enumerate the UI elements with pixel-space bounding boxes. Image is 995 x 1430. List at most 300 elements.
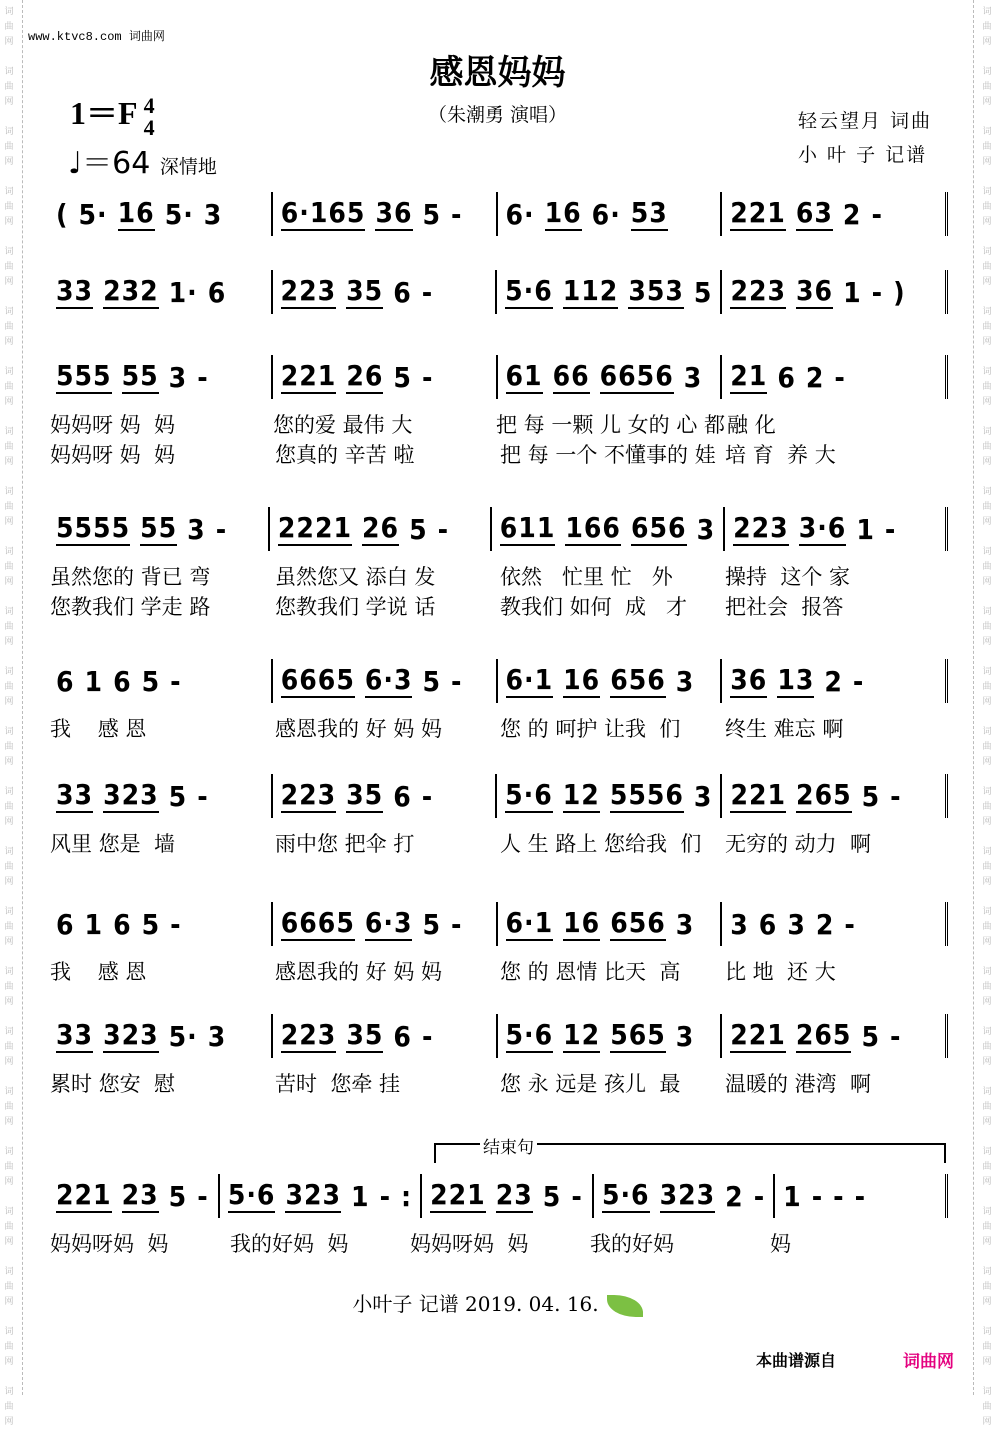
watermark: 词 曲 网 <box>982 1387 992 1427</box>
note-group: 265 <box>795 1018 852 1051</box>
watermark: 词 曲 网 <box>4 247 14 287</box>
watermark: 词 曲 网 <box>4 1087 14 1127</box>
note-group: - <box>852 664 865 698</box>
note-group: 3 <box>675 664 695 698</box>
note-group: 6 <box>393 275 412 309</box>
note-group: 223 <box>280 1018 337 1051</box>
transcriber: 小 叶 子 记谱 <box>798 144 928 166</box>
lyric-segment: 您教我们 学走 路 <box>50 595 211 619</box>
watermark: 词 曲 网 <box>4 1267 14 1307</box>
lyric-segment: 妈妈呀妈 妈 <box>410 1232 529 1256</box>
score-row <box>48 270 948 314</box>
note-group: 5·6 <box>227 1178 276 1211</box>
watermark: 词 曲 网 <box>982 727 992 767</box>
watermark: 词 曲 网 <box>982 7 992 47</box>
note-group: - <box>437 512 450 546</box>
notes-line <box>48 355 948 399</box>
lyric-segment: 妈 <box>770 1232 791 1256</box>
notes-line <box>48 192 948 236</box>
note-group: 5 <box>422 664 442 698</box>
measure <box>498 659 723 703</box>
measure <box>498 1014 723 1058</box>
measure <box>722 1014 948 1058</box>
note-group: 1 <box>783 1179 802 1213</box>
note-group: - <box>834 360 846 394</box>
note-group: - <box>871 275 884 309</box>
lyric-segment: 您 的 呵护 让我 们 <box>500 717 681 741</box>
lyrics-line <box>48 828 948 858</box>
lyric-segment: 我的好妈 妈 <box>230 1232 349 1256</box>
note-group: : <box>401 1179 413 1213</box>
note-group: - <box>170 907 182 941</box>
note-group: 33 <box>56 274 94 307</box>
note-group: 223 <box>730 274 787 307</box>
watermark: 词 曲 网 <box>982 67 992 107</box>
note-group: 323 <box>285 1178 342 1211</box>
score-row <box>48 659 948 743</box>
note-group: 23 <box>495 1178 533 1211</box>
note-group: 323 <box>659 1178 716 1211</box>
note-group: 5 <box>168 779 188 813</box>
measure <box>48 1014 273 1058</box>
watermark: 词 曲 网 <box>982 967 992 1007</box>
measure <box>48 659 273 703</box>
note-group: 5 <box>861 779 881 813</box>
note-group: 2 <box>725 1179 744 1213</box>
lyric-segment: 妈妈呀 妈 妈 <box>50 443 176 467</box>
note-group: - <box>451 664 463 698</box>
note-group: 36 <box>375 196 413 229</box>
note-group: 5 <box>409 512 428 546</box>
measure <box>273 774 498 818</box>
measure <box>722 270 948 314</box>
note-group: 5·6 <box>505 778 553 811</box>
notes-line <box>48 902 948 946</box>
watermark: 词 曲 网 <box>982 787 992 827</box>
lyrics-line <box>48 713 948 743</box>
watermark: 词 曲 网 <box>4 1147 14 1187</box>
lyric-segment: 雨中您 把伞 打 <box>275 832 415 856</box>
note-group: 12 <box>562 778 600 811</box>
watermark: 词 曲 网 <box>982 127 992 167</box>
measure <box>422 1174 594 1218</box>
measure <box>492 507 725 551</box>
lyric-segment: 风里 您是 墙 <box>50 832 176 856</box>
note-group: 5 <box>422 907 442 941</box>
note-group: 3 <box>730 907 749 941</box>
note-group: 6 <box>56 664 75 698</box>
note-group: 53 <box>630 196 668 229</box>
note-group: - <box>811 1179 824 1213</box>
ending-bracket: 结束句 <box>434 1143 946 1163</box>
note-group: 166 <box>565 511 621 544</box>
note-group: 5 <box>693 275 713 309</box>
score-row <box>48 355 948 469</box>
watermark: 词 曲 网 <box>982 307 992 347</box>
note-group: 6 <box>777 360 796 394</box>
watermark: 词 曲 网 <box>982 1087 992 1127</box>
note-group: 656 <box>630 511 687 544</box>
note-group: 5555 <box>56 511 131 544</box>
note-group: 3·6 <box>798 511 847 544</box>
note-group: 6·1 <box>505 663 554 696</box>
lyric-segment: 无穷的 动力 啊 <box>725 832 872 856</box>
note-group: - <box>215 512 228 546</box>
note-group: 6 <box>393 1019 412 1053</box>
note-group: 221 <box>730 778 787 811</box>
note-group: 555 <box>56 359 112 392</box>
note-group: 1 <box>856 512 875 546</box>
note-group: 55 <box>140 511 178 544</box>
note-group: 5 <box>542 1179 562 1213</box>
note-group: 3 <box>168 360 188 394</box>
watermark: 词 曲 网 <box>4 787 14 827</box>
note-group: - <box>890 779 902 813</box>
lyric-segment: 比 地 还 大 <box>725 960 836 984</box>
note-group: 323 <box>103 778 159 811</box>
lyric-segment: 虽然您的 背已 弯 <box>50 565 211 589</box>
song-title: 感恩妈妈 <box>429 53 566 93</box>
note-group: 5 <box>422 197 442 231</box>
note-group: 2 <box>842 197 862 231</box>
watermark: 词 曲 网 <box>982 547 992 587</box>
watermark: 词 曲 网 <box>4 607 14 647</box>
note-group: 3 <box>187 512 206 546</box>
measure <box>725 507 948 551</box>
note-group: 1· <box>168 275 198 309</box>
note-group: 5· <box>78 197 108 231</box>
note-group: 6·165 <box>280 196 366 229</box>
note-group: 112 <box>562 274 619 307</box>
lyrics-line <box>48 956 948 986</box>
note-group: 221 <box>730 1018 786 1051</box>
note-group: 3 <box>675 1019 695 1053</box>
key-signature: 1＝F 4 4 <box>70 92 155 140</box>
note-group: - <box>854 1179 867 1213</box>
note-group: 66 <box>552 359 590 392</box>
note-group: 36 <box>730 663 768 696</box>
note-group: - <box>421 275 434 309</box>
score-row <box>48 192 948 236</box>
note-group: - <box>197 779 209 813</box>
note-group: 3 <box>787 907 806 941</box>
lyric-segment: 您真的 辛苦 啦 <box>275 443 415 467</box>
watermark: 词 曲 网 <box>982 1267 992 1307</box>
lyrics-line <box>48 439 948 469</box>
lyric-segment: 操持 这个 家 <box>725 565 851 589</box>
notes-line <box>48 507 948 551</box>
expression: 深情地 <box>159 156 217 178</box>
note-group: 323 <box>103 1018 159 1051</box>
source-label: 本曲谱源自 <box>756 1351 837 1370</box>
measure <box>48 902 273 946</box>
note-group: 5· <box>168 1019 198 1053</box>
score-row <box>48 1014 948 1098</box>
lyric-segment: 您的爱 最伟 大 <box>272 413 413 437</box>
note-group: - <box>833 1179 845 1213</box>
note-group: - <box>421 1019 434 1053</box>
lyric-segment: 把社会 报答 <box>725 595 844 619</box>
note-group: 12 <box>563 1018 601 1051</box>
note-group: 265 <box>796 778 852 811</box>
watermark: 词 曲 网 <box>4 1027 14 1067</box>
note-group: 33 <box>56 778 94 811</box>
measure <box>722 774 948 818</box>
watermark: 词 曲 网 <box>4 127 14 167</box>
note-group: - <box>884 512 897 546</box>
note-group: 33 <box>56 1018 94 1051</box>
note-group: 6·3 <box>364 663 413 696</box>
note-group: 6 <box>393 779 412 813</box>
lyric-segment: 我的好妈 <box>590 1232 674 1256</box>
leaf-icon <box>607 1295 643 1317</box>
measure <box>498 355 723 399</box>
note-group: 6656 <box>599 359 674 392</box>
watermark: 词 曲 网 <box>982 247 992 287</box>
note-group: 55 <box>121 359 159 392</box>
watermark: 词 曲 网 <box>982 1147 992 1187</box>
note-group: 223 <box>280 778 337 811</box>
watermark: 词 曲 网 <box>4 967 14 1007</box>
score-row <box>48 902 948 986</box>
measure <box>273 192 498 236</box>
watermark: 词 曲 网 <box>982 427 992 467</box>
lyric-segment: 把 每 一个 不懂事的 娃 <box>500 443 716 467</box>
note-group: 3 <box>696 512 716 546</box>
note-group: 6665 <box>280 906 355 939</box>
note-group: 6·3 <box>364 906 413 939</box>
note-group: 1 <box>351 1179 370 1213</box>
measure <box>594 1174 775 1218</box>
lyric-segment: 累时 您安 慰 <box>50 1072 176 1096</box>
note-group: 61 <box>505 359 543 392</box>
measure <box>48 192 273 236</box>
lyrics-line <box>48 1228 948 1258</box>
tempo: ♩＝64 深情地 <box>68 146 217 181</box>
watermark: 词 曲 网 <box>982 1207 992 1247</box>
note-group: - <box>197 1179 209 1213</box>
watermark: 词 曲 网 <box>982 487 992 527</box>
note-group: 5· <box>164 197 194 231</box>
note-group: 223 <box>280 274 337 307</box>
note-group: 565 <box>610 1018 666 1051</box>
note-group: 5 <box>141 907 161 941</box>
measure <box>498 192 723 236</box>
footer: 小叶子 记谱 2019. 04. 16. <box>0 1288 995 1317</box>
watermark: 词 曲 网 <box>982 367 992 407</box>
lyric-segment: 您教我们 学说 话 <box>275 595 436 619</box>
measure <box>498 902 723 946</box>
left-margin-line <box>22 0 23 1395</box>
score-row <box>48 1174 948 1258</box>
note-group: 223 <box>733 511 789 544</box>
note-group: 35 <box>346 778 384 811</box>
note-group: - <box>753 1179 766 1213</box>
measure <box>497 774 722 818</box>
lyric-segment: 虽然您又 添白 发 <box>275 565 436 589</box>
watermark: 词 曲 网 <box>4 667 14 707</box>
note-group: 221 <box>280 359 337 392</box>
watermark: 词 曲 网 <box>982 607 992 647</box>
note-group: 5 <box>861 1019 880 1053</box>
lyric-segment: 感恩我的 好 妈 妈 <box>275 717 443 741</box>
note-group: - <box>871 197 883 231</box>
note-group: 16 <box>563 906 601 939</box>
lyric-segment: 苦时 您牵 挂 <box>275 1072 401 1096</box>
note-group: - <box>844 907 856 941</box>
measure <box>273 1014 498 1058</box>
note-group: 2 <box>824 664 843 698</box>
site-url[interactable]: www.ktvc8.com 词曲网 <box>28 30 165 44</box>
note-group: 2 <box>815 907 835 941</box>
notes-line <box>48 1174 948 1218</box>
measure <box>722 192 948 236</box>
note-group: 221 <box>430 1178 486 1211</box>
note-group: 26 <box>346 359 384 392</box>
lyric-segment: 依然 忙里 忙 外 <box>500 565 673 589</box>
watermark: 词 曲 网 <box>4 487 14 527</box>
note-group: 2 <box>805 360 825 394</box>
note-group: 16 <box>544 196 582 229</box>
measure <box>48 1174 220 1218</box>
score-row <box>48 507 948 621</box>
note-group: ( <box>56 197 69 231</box>
watermark: 词 曲 网 <box>4 907 14 947</box>
watermark: 词 曲 网 <box>4 547 14 587</box>
measure <box>497 270 722 314</box>
lyric-segment: 融 化 <box>727 413 776 437</box>
measure <box>775 1174 948 1218</box>
lyrics-line <box>48 561 948 591</box>
note-group: - <box>197 360 209 394</box>
note-group: - <box>889 1019 902 1053</box>
watermark: 词 曲 网 <box>4 187 14 227</box>
lyrics-line <box>48 409 948 439</box>
note-group: 6 <box>113 664 132 698</box>
measure <box>722 902 948 946</box>
note-group: 5·6 <box>601 1178 650 1211</box>
note-group: 5 <box>168 1179 188 1213</box>
lyric-segment: 把 每 一颗 儿 女的 心 都 <box>495 413 726 437</box>
watermark: 词 曲 网 <box>4 1327 14 1367</box>
measure <box>48 774 273 818</box>
note-group: 26 <box>362 511 400 544</box>
lyric-segment: 培 育 养 大 <box>725 443 836 467</box>
lyric-segment: 妈妈呀妈 妈 <box>50 1232 169 1256</box>
lyric-segment: 您 永 远是 孩儿 最 <box>500 1072 681 1096</box>
note-group: 16 <box>563 663 601 696</box>
lyric-segment: 我 感 恩 <box>50 960 147 984</box>
measure <box>273 902 498 946</box>
lyrics-line <box>48 591 948 621</box>
watermark: 词 曲 网 <box>4 367 14 407</box>
watermark: 词 曲 网 <box>982 1327 992 1367</box>
measure <box>48 270 273 314</box>
measure <box>220 1174 422 1218</box>
measure <box>273 270 498 314</box>
lyric-segment: 温暖的 港湾 啊 <box>725 1072 872 1096</box>
note-group: 3 <box>207 1019 227 1053</box>
note-group: 6 <box>56 907 75 941</box>
lyrics-line <box>48 1068 948 1098</box>
watermark: 词 曲 网 <box>4 7 14 47</box>
note-group: 656 <box>610 663 666 696</box>
note-group: 5 <box>393 360 412 394</box>
lyric-segment: 感恩我的 好 妈 妈 <box>275 960 443 984</box>
time-signature: 4 4 <box>143 92 155 140</box>
watermark: 词 曲 网 <box>4 1387 14 1427</box>
note-group: 5556 <box>609 778 684 811</box>
note-group: 6· <box>505 197 535 231</box>
score-row <box>48 774 948 858</box>
lyric-segment: 我 感 恩 <box>50 717 147 741</box>
lyric-segment: 妈妈呀 妈 妈 <box>50 413 176 437</box>
brand-link[interactable]: 词曲网 <box>903 1352 954 1372</box>
watermark: 词 曲 网 <box>982 847 992 887</box>
note-group: 6665 <box>280 663 355 696</box>
watermark: 词 曲 网 <box>4 1207 14 1247</box>
watermark: 词 曲 网 <box>4 307 14 347</box>
notes-line <box>48 270 948 314</box>
watermark: 词 曲 网 <box>982 907 992 947</box>
lyric-segment: 人 生 路上 您给我 们 <box>500 832 702 856</box>
notes-line <box>48 774 948 818</box>
measure <box>273 659 498 703</box>
notes-line <box>48 659 948 703</box>
measure <box>270 507 492 551</box>
note-group: 3 <box>675 907 695 941</box>
note-group: 2221 <box>277 511 352 544</box>
watermark: 词 曲 网 <box>4 727 14 767</box>
note-group: 23 <box>121 1178 159 1211</box>
note-group: 5 <box>141 664 161 698</box>
lyricist: 轻云望月 词曲 <box>798 110 933 132</box>
note-group: ) <box>893 275 906 309</box>
note-group: - <box>170 664 182 698</box>
note-group: 5·6 <box>505 274 553 307</box>
note-group: 1 <box>843 275 862 309</box>
watermark: 词 曲 网 <box>982 1027 992 1067</box>
note-group: 16 <box>117 196 155 229</box>
measure <box>273 355 498 399</box>
note-group: - <box>451 197 463 231</box>
measure <box>48 355 273 399</box>
note-group: 1 <box>84 907 104 941</box>
note-group: 611 <box>499 511 556 544</box>
note-group: 6 <box>207 275 227 309</box>
watermark: 词 曲 网 <box>4 427 14 467</box>
note-group: 6·1 <box>505 906 554 939</box>
note-group: 3 <box>203 197 223 231</box>
measure <box>722 355 948 399</box>
note-group: - <box>421 360 434 394</box>
lyric-segment: 终生 难忘 啊 <box>725 717 844 741</box>
note-group: 3 <box>693 779 713 813</box>
note-group: - <box>451 907 463 941</box>
measure <box>48 507 270 551</box>
note-group: 3 <box>683 360 703 394</box>
note-group: 5·6 <box>505 1018 554 1051</box>
notes-line <box>48 1014 948 1058</box>
note-group: 221 <box>56 1178 112 1211</box>
note-group: - <box>379 1179 392 1213</box>
watermark: 词 曲 网 <box>4 847 14 887</box>
note-group: 6 <box>113 907 132 941</box>
note-group: 1 <box>84 664 104 698</box>
lyric-segment: 教我们 如何 成 才 <box>500 595 688 619</box>
watermark: 词 曲 网 <box>982 187 992 227</box>
singer: （朱潮勇 演唱） <box>427 104 568 126</box>
